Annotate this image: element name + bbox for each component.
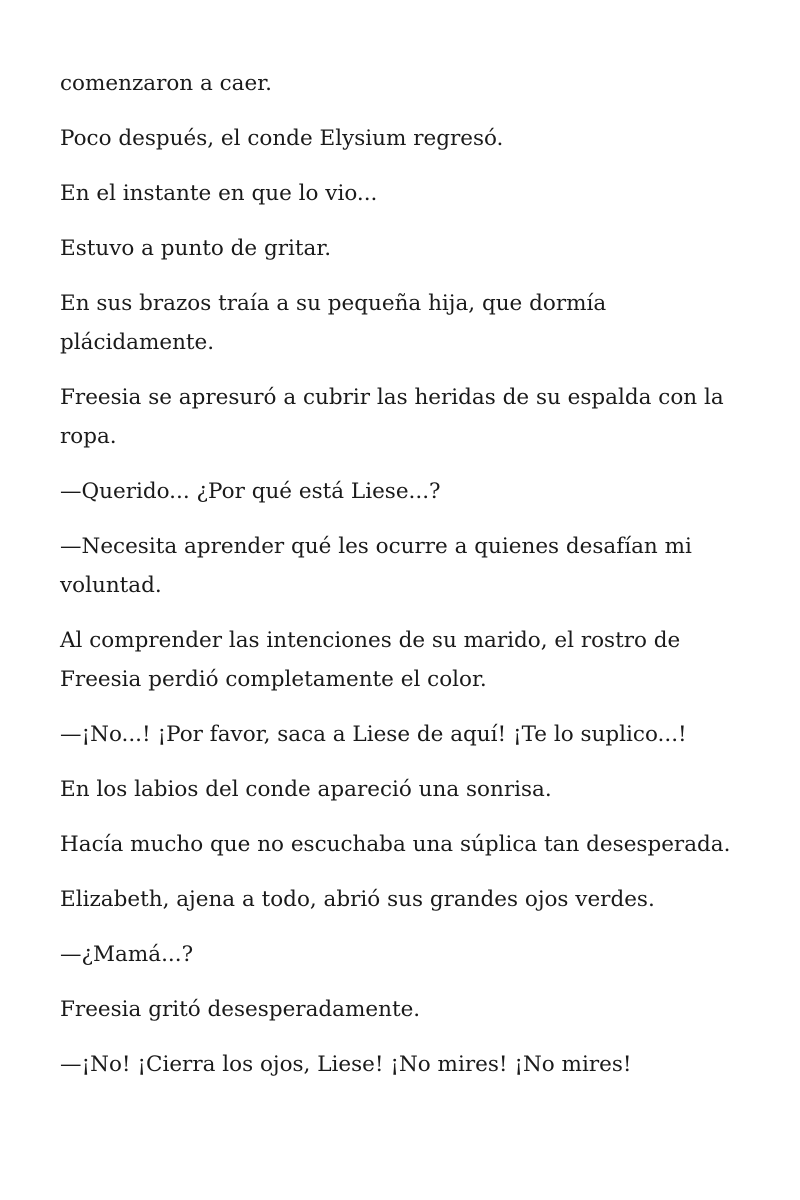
paragraph: En los labios del conde apareció una sonrisa. xyxy=(60,777,552,802)
paragraph: Elizabeth, ajena a todo, abrió sus grandes ojos verdes. xyxy=(60,887,655,912)
paragraph: En sus brazos traía a su pequeña hija, que dormía plácidamente. xyxy=(60,291,607,355)
paragraph: Freesia se apresuró a cubrir las heridas de su espalda con la ropa. xyxy=(60,385,724,449)
paragraph: comenzaron a caer. xyxy=(60,71,272,96)
paragraph: —Necesita aprender qué les ocurre a quienes desafían mi voluntad. xyxy=(60,534,692,598)
paragraph: —¡No! ¡Cierra los ojos, Liese! ¡No mires! ¡No mires! xyxy=(60,1052,632,1077)
paragraph: —Querido... ¿Por qué está Liese...? xyxy=(60,479,441,504)
paragraph: —¡No...! ¡Por favor, saca a Liese de aquí! ¡Te lo suplico...! xyxy=(60,722,687,747)
paragraph: Estuvo a punto de gritar. xyxy=(60,236,332,261)
paragraph: Freesia gritó desesperadamente. xyxy=(60,997,421,1022)
paragraph: En el instante en que lo vio... xyxy=(60,181,378,206)
paragraph: Poco después, el conde Elysium regresó. xyxy=(60,126,504,151)
page-text xyxy=(60,64,750,1100)
paragraph: Al comprender las intenciones de su marido, el rostro de Freesia perdió completamente el color. xyxy=(60,628,681,692)
paragraph: —¿Mamá...? xyxy=(60,942,194,967)
paragraph: Hacía mucho que no escuchaba una súplica tan desesperada. xyxy=(60,832,731,857)
